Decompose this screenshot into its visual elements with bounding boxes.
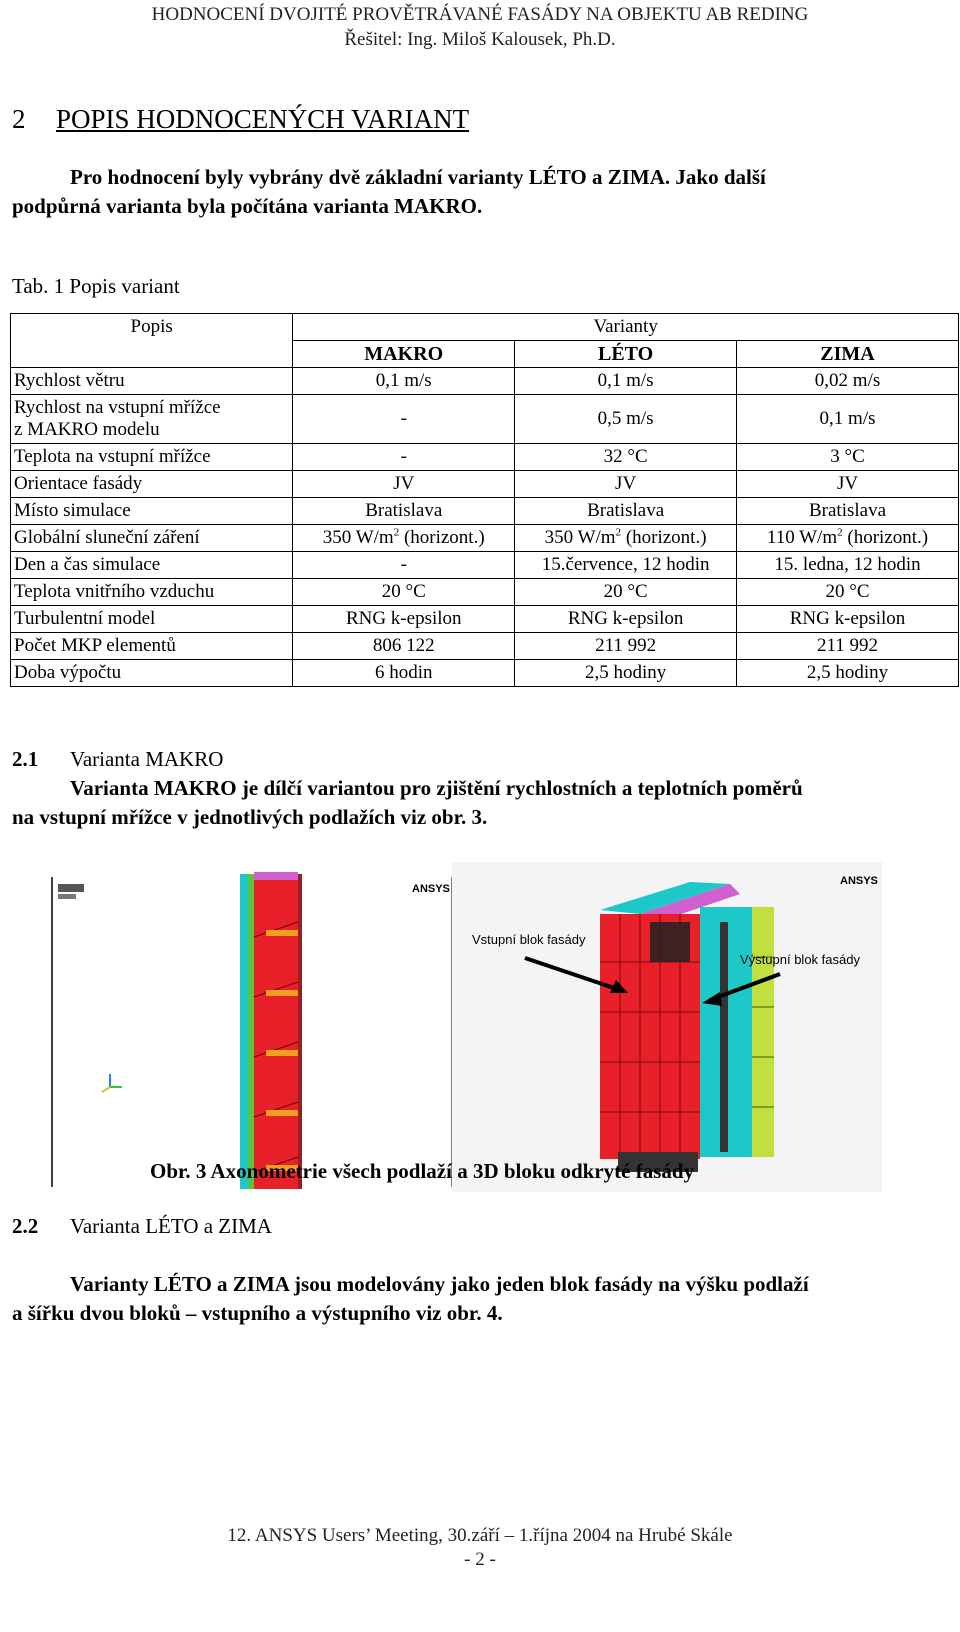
left-panel	[52, 872, 452, 1189]
cell-value: RNG k-epsilon	[293, 606, 515, 633]
column-zima: ZIMA	[737, 341, 959, 368]
table-row	[11, 498, 959, 525]
cell-value: 2,5 hodiny	[515, 660, 737, 687]
table-row	[11, 471, 959, 498]
right-panel	[452, 862, 882, 1192]
section-2-2-paragraph	[12, 1270, 947, 1328]
cell-value: 211 992	[515, 633, 737, 660]
cell-value: 15. ledna, 12 hodin	[737, 552, 959, 579]
variants-table	[10, 313, 959, 687]
header-author: Řešitel: Ing. Miloš Kalousek, Ph.D.	[344, 29, 616, 50]
row-label: Doba výpočtu	[11, 660, 293, 687]
row-label: Turbulentní model	[11, 606, 293, 633]
row-label-line-2: z MAKRO modelu	[14, 419, 160, 440]
cell-value: 20 °C	[737, 579, 959, 606]
section-2-heading	[12, 104, 469, 135]
footer-page-number: - 2 -	[464, 1549, 496, 1570]
table-header-row-1	[11, 314, 959, 341]
axis-triad-icon	[102, 1074, 122, 1092]
cell-value: 15.července, 12 hodin	[515, 552, 737, 579]
cell-value: 20 °C	[515, 579, 737, 606]
table-row	[11, 633, 959, 660]
column-makro: MAKRO	[293, 341, 515, 368]
cell-value: 110 $W/m^2$ (horizont.)	[737, 525, 959, 552]
cell-value: 32 °C	[515, 444, 737, 471]
row-label: Orientace fasády	[11, 471, 293, 498]
row-label-line-1: Rychlost na vstupní mřížce	[14, 397, 221, 418]
section-2-1-heading: 2.1 Varianta MAKRO	[12, 747, 224, 771]
table-row	[11, 552, 959, 579]
cell-value: JV	[293, 471, 515, 498]
row-label: Počet MKP elementů	[11, 633, 293, 660]
cell-value: 0,02 m/s	[737, 368, 959, 395]
figure-3-axonometry	[40, 862, 920, 1192]
row-label: Globální sluneční záření	[11, 525, 293, 552]
footer-conference: 12. ANSYS Users’ Meeting, 30.září – 1.října 2004 na Hrubé Skále	[227, 1525, 733, 1546]
cell-value: 3 °C	[737, 444, 959, 471]
cell-value: 0,1 m/s	[737, 395, 959, 444]
table-row	[11, 368, 959, 395]
ansys-logo-right: ANSYS	[840, 875, 878, 887]
intro-paragraph	[12, 163, 947, 221]
cell-value: -	[293, 444, 515, 471]
row-label: Den a čas simulace	[11, 552, 293, 579]
section-2-1-line-2: na vstupní mřížce v jednotlivých podlažích viz obr. 3.	[12, 805, 488, 829]
row-label: Teplota vnitřního vzduchu	[11, 579, 293, 606]
cell-value: 0,1 m/s	[515, 368, 737, 395]
section-2-2-heading: 2.2 Varianta LÉTO a ZIMA	[12, 1214, 272, 1238]
cell-value: Bratislava	[515, 498, 737, 525]
cell-value: Bratislava	[293, 498, 515, 525]
column-leto: LÉTO	[515, 341, 737, 368]
label-outlet-block: Výstupní blok fasády	[740, 952, 860, 967]
cell-value: 0,1 m/s	[293, 368, 515, 395]
row-label: Rychlost větru	[11, 368, 293, 395]
table-row	[11, 660, 959, 687]
cell-value: RNG k-epsilon	[515, 606, 737, 633]
cell-value: -	[293, 395, 515, 444]
intro-line-2: podpůrná varianta byla počítána varianta MAKRO.	[12, 194, 483, 218]
table-row	[11, 395, 959, 444]
cell-value: 20 °C	[293, 579, 515, 606]
intro-line-1: Pro hodnocení byly vybrány dvě základní varianty LÉTO a ZIMA. Jako další	[70, 165, 766, 189]
cell-value: 0,5 m/s	[515, 395, 737, 444]
header-varianty: Varianty	[293, 314, 959, 341]
cell-value: 350 $W/m^2$ (horizont.)	[293, 525, 515, 552]
table-row	[11, 444, 959, 471]
all-floors-column	[240, 872, 302, 1189]
table-row	[11, 606, 959, 633]
label-inlet-block: Vstupní blok fasády	[472, 932, 586, 947]
section-title: POPIS HODNOCENÝCH VARIANT	[56, 104, 470, 134]
table-caption: Tab. 1 Popis variant	[12, 274, 180, 298]
section-2-1-line-1: Varianta MAKRO je dílčí variantou pro zjištění rychlostních a teplotních poměrů	[70, 776, 803, 800]
header-title: HODNOCENÍ DVOJITÉ PROVĚTRÁVANÉ FASÁDY NA OBJEKTU AB REDING	[151, 4, 809, 25]
section-number: 2	[12, 104, 26, 134]
cell-value: JV	[737, 471, 959, 498]
cell-value: 2,5 hodiny	[737, 660, 959, 687]
section-2-1	[12, 745, 947, 832]
cell-value: 211 992	[737, 633, 959, 660]
header-popis: Popis	[11, 314, 293, 368]
row-label	[11, 395, 293, 444]
cell-value: 6 hodin	[293, 660, 515, 687]
table-row	[11, 579, 959, 606]
cell-value: 806 122	[293, 633, 515, 660]
section-2-2-line-2: a šířku dvou bloků – vstupního a výstupního viz obr. 4.	[12, 1301, 503, 1325]
cell-value: RNG k-epsilon	[737, 606, 959, 633]
cell-value: JV	[515, 471, 737, 498]
cell-value: -	[293, 552, 515, 579]
section-2-2-line-1: Varianty LÉTO a ZIMA jsou modelovány jako jeden blok fasády na výšku podlaží	[70, 1272, 809, 1296]
row-label: Místo simulace	[11, 498, 293, 525]
table-row	[11, 525, 959, 552]
cell-value: 350 $W/m^2$ (horizont.)	[515, 525, 737, 552]
cell-value: Bratislava	[737, 498, 959, 525]
row-label: Teplota na vstupní mřížce	[11, 444, 293, 471]
figure-caption: Obr. 3 Axonometrie všech podlaží a 3D bloku odkryté fasády	[150, 1159, 695, 1183]
ansys-logo-left: ANSYS	[412, 883, 450, 895]
